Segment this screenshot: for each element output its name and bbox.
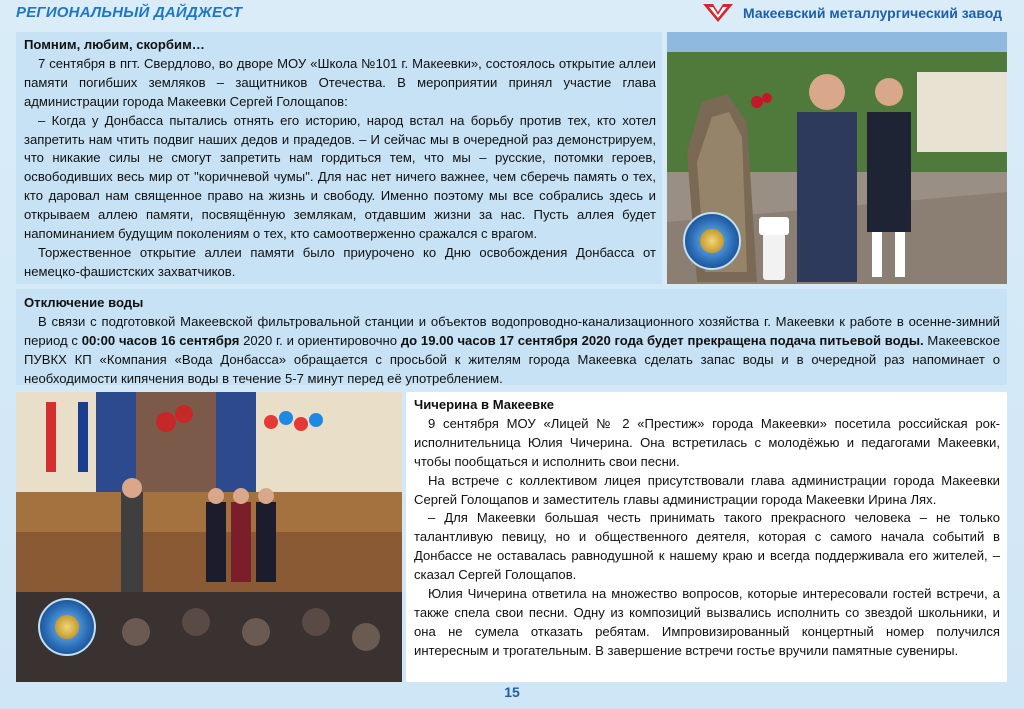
water-shutoff-end: до 19.00 часов 17 сентября 2020 года будет прекращена подача питьевой воды. bbox=[400, 332, 924, 348]
memorial-photo bbox=[667, 32, 1007, 284]
library-badge bbox=[38, 598, 96, 656]
article-chicherina-paragraph: Юлия Чичерина ответила на множество вопросов, которые интересовали гостей встречи, а также спела свои песни. Одну из композиций вызвались исполнить со звездой школьники, и она не сумела отказать ребятам. Импровизированный концертный номер получился интересным и трогательным. В завершение встречи гостье вручили памятные сувениры. bbox=[414, 586, 1000, 658]
water-shutoff-start: 00:00 часов 16 сентября bbox=[81, 332, 240, 348]
company-logo-icon bbox=[701, 2, 735, 24]
water-text-start: В связи с подготовкой Макеевской фильтровальной станции и объектов водопроводно-канализационного хозяйства г. Макеевки к работе в осенне-зимний период с bbox=[24, 313, 1000, 348]
article-chicherina-title: Чичерина в Макеевке bbox=[414, 397, 555, 412]
company-brand bbox=[701, 2, 1002, 24]
article-memory-paragraph: Торжественное открытие аллеи памяти было приурочено ко Дню освобождения Донбасса от немецко-фашистских захватчиков. bbox=[24, 244, 656, 279]
article-chicherina bbox=[414, 396, 1000, 661]
article-water-paragraph bbox=[24, 313, 1000, 389]
page-header bbox=[0, 0, 1024, 28]
section-title: РЕГИОНАЛЬНЫЙ ДАЙДЖЕСТ bbox=[16, 4, 243, 21]
company-name: Макеевский металлургический завод bbox=[742, 5, 1002, 21]
water-text-end: Макеевское ПУВКХ КП «Компания «Вода Донбасса» обращается с просьбой к жителям города Макеевка сделать запас воды и в очередной раз напоминает о необходимости кипячения воды в течение 5-7 минут перед её употреблением. bbox=[24, 332, 1000, 386]
concert-hall-photo bbox=[16, 392, 402, 682]
article-memory-paragraph: 7 сентября в пгт. Свердлово, во дворе МОУ «Школа №101 г. Макеевки», состоялось открытие аллеи памяти погибших земляков – защитников Отечества. В мероприятии принял участие глава администрации города Макеевки Сергей Голощапов: bbox=[24, 55, 656, 109]
page-number: 15 bbox=[504, 684, 520, 700]
library-badge bbox=[683, 212, 741, 270]
article-water bbox=[24, 294, 1000, 389]
water-text-mid: 2020 г. и ориентировочно bbox=[239, 332, 401, 348]
article-water-title: Отключение воды bbox=[24, 295, 144, 310]
article-memory-title: Помним, любим, скорбим… bbox=[24, 37, 205, 52]
article-memory bbox=[24, 36, 656, 282]
article-memory-paragraph: – Когда у Донбасса пытались отнять его историю, народ встал на борьбу против тех, кто хотел запретить нам чтить подвиг наших дедов и прадедов. – И сейчас мы в очередной раз демонстрируем, что никакие силы не смогут запретить нам гордиться тем, что мы – русские, потомки героев, освободивших весь мир от "коричневой чумы". Для нас нет ничего важнее, чем сберечь память о тех, кто даровал нам священное право на жизнь и свободу. Именно поэтому мы все собрались здесь и открываем аллею памяти, посвящённую землякам, отдавшим жизни за нас. Пусть аллея будет напоминанием будущим поколениям о тех, кто самоотверженно сражался с врагом. bbox=[24, 112, 656, 242]
article-chicherina-paragraph: 9 сентября МОУ «Лицей № 2 «Престиж» города Макеевки» посетила российская рок-исполнительница Юлия Чичерина. Она встретилась с молодёжью и педагогами Макеевки, чтобы пообщаться и исполнить свои песни. bbox=[414, 415, 1000, 469]
article-chicherina-paragraph: На встрече с коллективом лицея присутствовали глава администрации города Макеевки Сергей Голощапов и заместитель главы администрации города Макеевки Ирина Лях. bbox=[414, 472, 1000, 507]
article-chicherina-paragraph: – Для Макеевки большая честь принимать такого прекрасного человека – не только талантливую певицу, но и общественного деятеля, которая с самого начала событий в Донбассе не оставалась равнодушной к нашему краю и всегда поддерживала его жителей, – сказал Сергей Голощапов. bbox=[414, 510, 1000, 583]
